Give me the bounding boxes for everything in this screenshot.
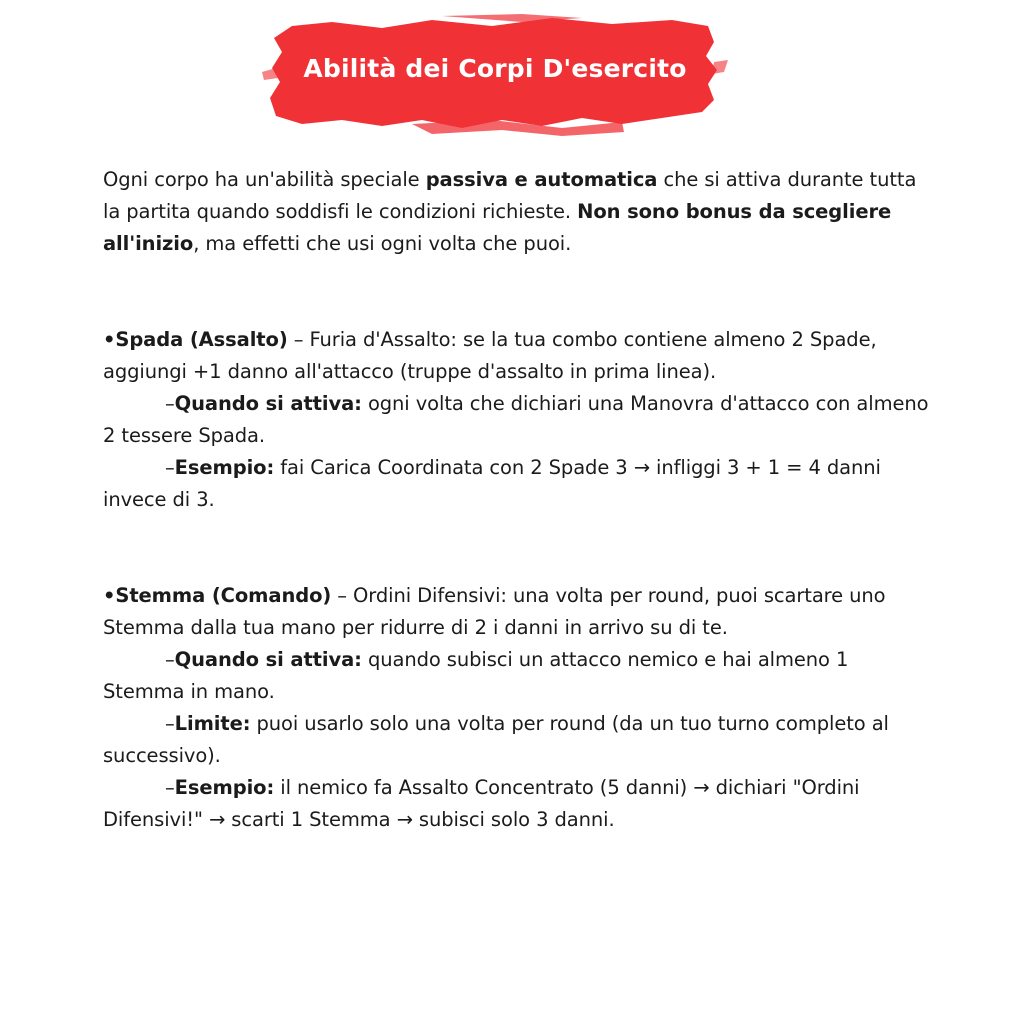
spada-when — [103, 388, 933, 452]
dash: – — [165, 392, 175, 415]
intro-text: Ogni corpo ha un'abilità speciale — [103, 168, 426, 191]
dash: – — [165, 712, 175, 735]
body-content — [103, 164, 933, 900]
intro-bold-text: passiva e automatica — [425, 168, 658, 191]
section-name: Stemma (Comando) — [115, 584, 332, 607]
title-banner — [262, 12, 728, 138]
spada-example — [103, 452, 933, 516]
example-text: il nemico fa Assalto Concentrato (5 danni) → dichiari "Ordini Difensivi!" → scarti 1 Stemma → subisci solo 3 danni. — [103, 776, 860, 831]
dash: – — [165, 648, 175, 671]
dash: – — [165, 456, 175, 479]
example-text: fai Carica Coordinata con 2 Spade 3 → infliggi 3 + 1 = 4 danni invece di 3. — [103, 456, 881, 511]
section-description: – Ordini Difensivi: una volta per round, puoi scartare uno Stemma dalla tua mano per ridurre di 2 i danni in arrivo su di te. — [103, 584, 886, 639]
intro-paragraph — [103, 164, 933, 260]
when-text: ogni volta che dichiari una Manovra d'attacco con almeno 2 tessere Spada. — [103, 392, 929, 447]
label-limit: Limite: — [174, 712, 251, 735]
when-text: quando subisci un attacco nemico e hai almeno 1 Stemma in mano. — [103, 648, 849, 703]
intro-text: , ma effetti che usi ogni volta che puoi. — [193, 232, 572, 255]
section-stemma — [103, 580, 933, 836]
stemma-limit — [103, 708, 933, 772]
section-spada — [103, 324, 933, 516]
bullet: • — [103, 328, 116, 351]
label-example: Esempio: — [174, 776, 275, 799]
limit-text: puoi usarlo solo una volta per round (da un tuo turno completo al successivo). — [103, 712, 889, 767]
dash: – — [165, 776, 175, 799]
label-when: Quando si attiva: — [174, 648, 362, 671]
bullet: • — [103, 584, 116, 607]
section-name: Spada (Assalto) — [115, 328, 288, 351]
intro-bold-text: Non sono bonus da scegliere all'inizio — [103, 200, 892, 255]
stemma-example — [103, 772, 933, 836]
spada-heading — [103, 324, 933, 388]
section-description: – Furia d'Assalto: se la tua combo contiene almeno 2 Spade, aggiungi +1 danno all'attacco (truppe d'assalto in prima linea). — [103, 328, 877, 383]
intro-text: che si attiva durante tutta la partita quando soddisfi le condizioni richieste. — [103, 168, 917, 223]
stemma-heading — [103, 580, 933, 644]
stemma-when — [103, 644, 933, 708]
label-when: Quando si attiva: — [174, 392, 362, 415]
page-title: Abilità dei Corpi D'esercito — [303, 54, 687, 83]
label-example: Esempio: — [174, 456, 275, 479]
